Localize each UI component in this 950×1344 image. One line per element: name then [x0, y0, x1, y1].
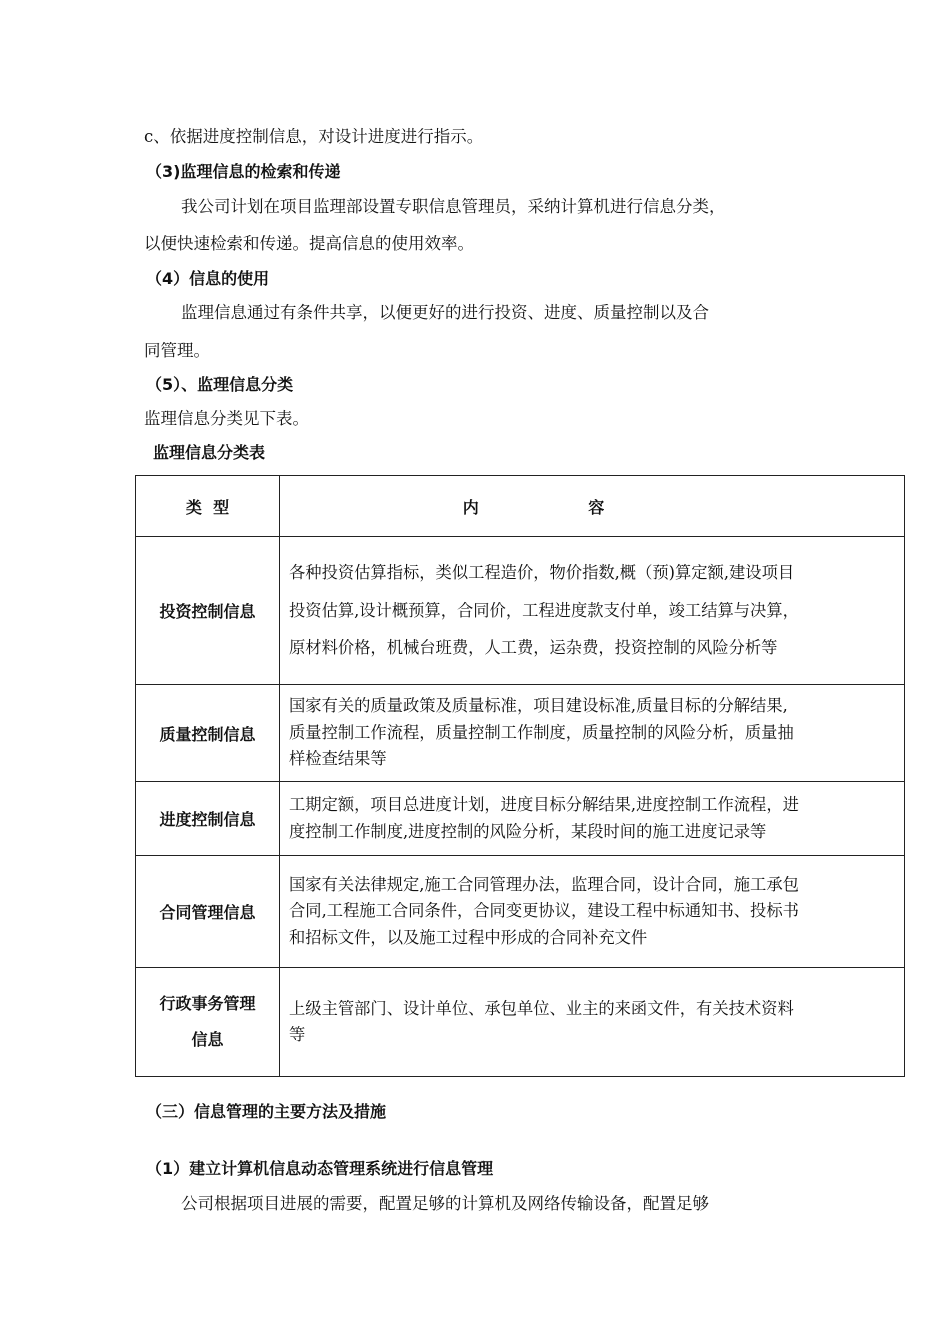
content-cell: [280, 782, 905, 856]
content-cell: [280, 537, 905, 685]
section-heading: （1）建立计算机信息动态管理系统进行信息管理: [146, 1159, 494, 1178]
table-row: [136, 537, 905, 685]
paragraph-line: 以便快速检索和传递。提高信息的使用效率。: [144, 234, 474, 253]
paragraph-line: 公司根据项目进展的需要，配置足够的计算机及网络传输设备，配置足够: [181, 1194, 709, 1213]
content-line: 各种投资估算指标，类似工程造价，物价指数,概（预)算定额,建设项目: [289, 563, 795, 583]
classification-table: [135, 475, 905, 1077]
content-cell: [280, 856, 905, 968]
table-header-row: [136, 476, 905, 537]
paragraph-line: c、依据进度控制信息，对设计进度进行指示。: [144, 127, 484, 146]
table-title: 监理信息分类表: [153, 443, 266, 462]
type-cell: 投资控制信息: [136, 537, 280, 685]
type-cell: [136, 968, 280, 1077]
header-content-cell: [280, 476, 905, 537]
content-line: 和招标文件，以及施工过程中形成的合同补充文件: [289, 927, 648, 947]
content-line: 国家有关法律规定,施工合同管理办法，监理合同，设计合同，施工承包: [289, 874, 799, 894]
content-cell: [280, 968, 905, 1077]
type-label-line: 信息: [191, 1030, 224, 1049]
table-row: [136, 782, 905, 856]
paragraph-line: 监理信息通过有条件共享，以便更好的进行投资、进度、质量控制以及合: [181, 303, 709, 322]
section-heading: （三）信息管理的主要方法及措施: [146, 1102, 387, 1121]
content-line: 国家有关的质量政策及质量标准，项目建设标准,质量目标的分解结果,: [289, 696, 788, 716]
type-cell: 合同管理信息: [136, 856, 280, 968]
header-content-label-a: 内: [462, 497, 479, 517]
section-heading: （5）、监理信息分类: [146, 375, 294, 394]
content-line: 等: [289, 1025, 306, 1044]
paragraph-line: 监理信息分类见下表。: [144, 409, 309, 428]
content-line: 工期定额，项目总进度计划，进度目标分解结果,进度控制工作流程，进: [289, 795, 799, 814]
type-cell: 进度控制信息: [136, 782, 280, 856]
table-row: [136, 856, 905, 968]
type-label-line: 行政事务管理: [159, 994, 256, 1013]
header-content-label-b: 容: [588, 497, 605, 517]
content-line: 上级主管部门、设计单位、承包单位、业主的来函文件，有关技术资料: [289, 998, 794, 1018]
section-heading: （4）信息的使用: [146, 269, 270, 288]
content-line: 投资估算,设计概预算，合同价，工程进度款支付单，竣工结算与决算，: [289, 600, 799, 620]
content-line: 合同,工程施工合同条件，合同变更协议，建设工程中标通知书、投标书: [289, 901, 799, 921]
header-type-label: 类 型: [185, 497, 230, 517]
content-cell: [280, 685, 905, 782]
content-line: 原材料价格，机械台班费，人工费，运杂费，投资控制的风险分析等: [289, 638, 778, 658]
table-row: [136, 685, 905, 782]
paragraph-line: 同管理。: [144, 341, 210, 360]
header-type-cell: [136, 476, 280, 537]
type-cell: 质量控制信息: [136, 685, 280, 782]
section-heading: （3)监理信息的检索和传递: [146, 162, 341, 181]
content-line: 度控制工作制度,进度控制的风险分析，某段时间的施工进度记录等: [289, 821, 767, 841]
content-line: 样检查结果等: [289, 749, 387, 769]
content-line: 质量控制工作流程，质量控制工作制度，质量控制的风险分析，质量抽: [289, 722, 794, 742]
paragraph-line: 我公司计划在项目监理部设置专职信息管理员，采纳计算机进行信息分类，: [181, 197, 726, 216]
table-row: [136, 968, 905, 1077]
